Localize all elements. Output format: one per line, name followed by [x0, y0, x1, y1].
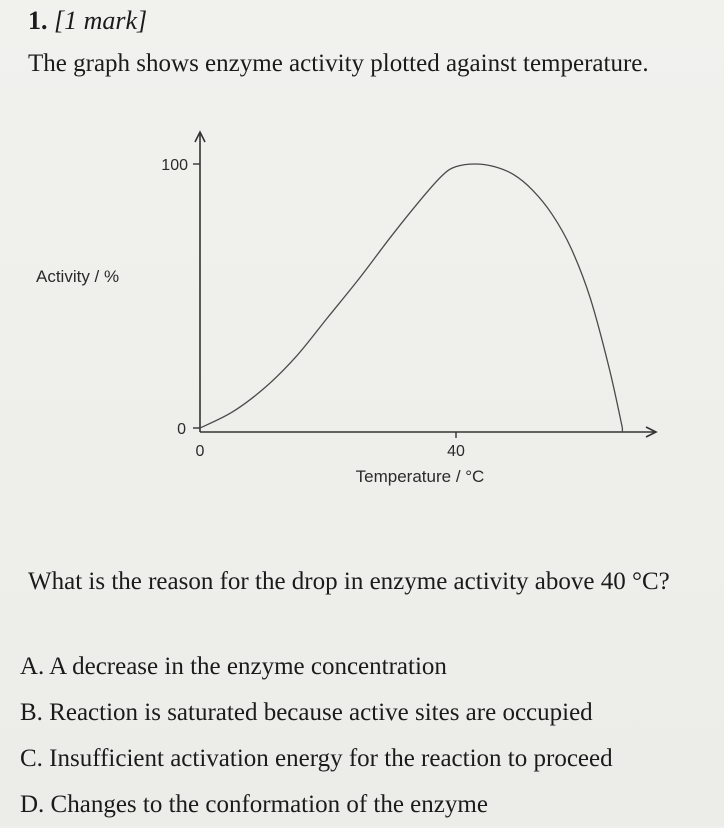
question-header	[28, 6, 147, 36]
activity-curve	[200, 164, 622, 428]
question-intro: The graph shows enzyme activity plotted against temperature.	[28, 50, 649, 77]
answer-option-a[interactable]: A. A decrease in the enzyme concentration	[20, 653, 447, 680]
question-text: What is the reason for the drop in enzyme activity above 40 °C?	[28, 568, 670, 595]
x-tick-label-0: 0	[195, 443, 205, 460]
answer-option-b[interactable]: B. Reaction is saturated because active sites are occupied	[20, 699, 593, 726]
y-tick-label-0: 0	[177, 421, 186, 438]
y-tick-label-100: 100	[161, 157, 188, 174]
question-number: 1.	[28, 6, 48, 35]
answer-option-d[interactable]: D. Changes to the conformation of the enzyme	[20, 791, 488, 818]
y-axis-label: Activity / %	[36, 267, 120, 286]
enzyme-activity-graph	[0, 120, 724, 500]
x-tick-label-40: 40	[447, 443, 465, 460]
answer-options	[20, 644, 720, 828]
answer-option-c[interactable]: C. Insufficient activation energy for the reaction to proceed	[20, 745, 613, 772]
x-axis-label: Temperature / °C	[355, 467, 485, 486]
question-marks: [1 mark]	[54, 6, 148, 35]
